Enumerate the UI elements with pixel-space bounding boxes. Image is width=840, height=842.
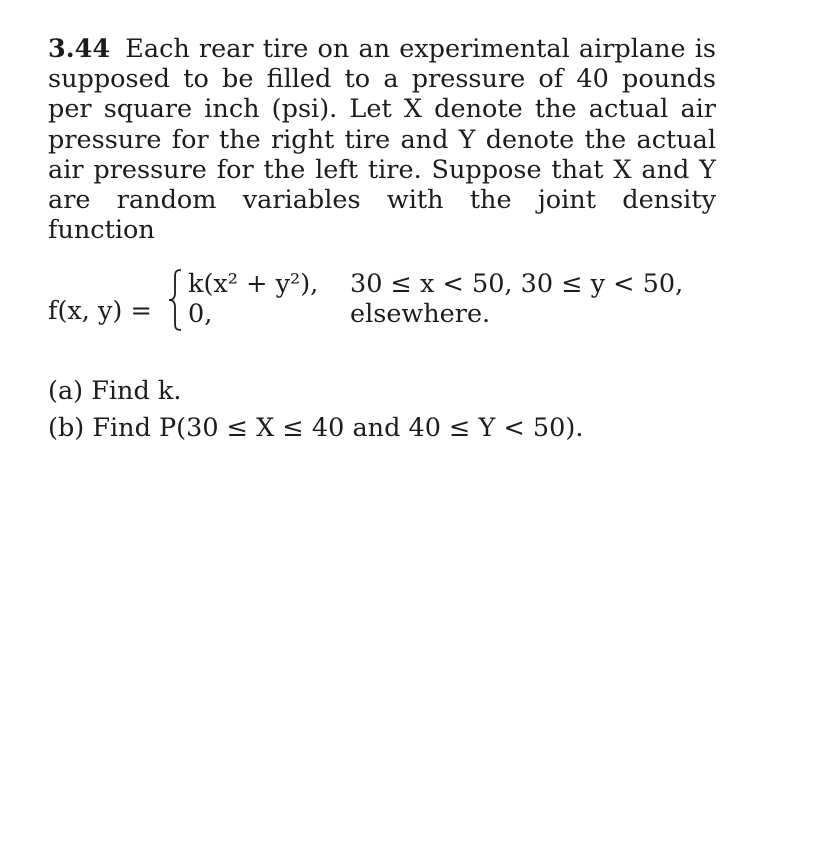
part-b: (b) Find P(30 ≤ X ≤ 40 and 40 ≤ Y < 50). [48, 413, 584, 444]
case-1-condition: 30 ≤ x < 50, 30 ≤ y < 50, [350, 269, 684, 300]
problem-parts [48, 373, 716, 447]
joint-density-equation [48, 269, 716, 367]
left-brace-icon [167, 269, 183, 331]
case-2-expression: 0, [188, 299, 213, 330]
case-2-condition: elsewhere. [350, 299, 491, 330]
part-a: (a) Find k. [48, 376, 182, 407]
problem-text: Each rear tire on an experimental airplane is supposed to be filled to a pressure of 40 pounds per square inch (psi). Let X denote the actual air pressure for the right tire and Y denote the actual air pressure for the left tire. Suppose that X and Y are random variables with the joint density function [48, 34, 716, 246]
equation-lhs: f(x, y) = [48, 296, 152, 327]
problem-3-44 [48, 34, 716, 447]
problem-number: 3.44 [48, 34, 111, 64]
case-1-expression: k(x² + y²), [188, 269, 319, 300]
problem-statement [48, 34, 716, 245]
